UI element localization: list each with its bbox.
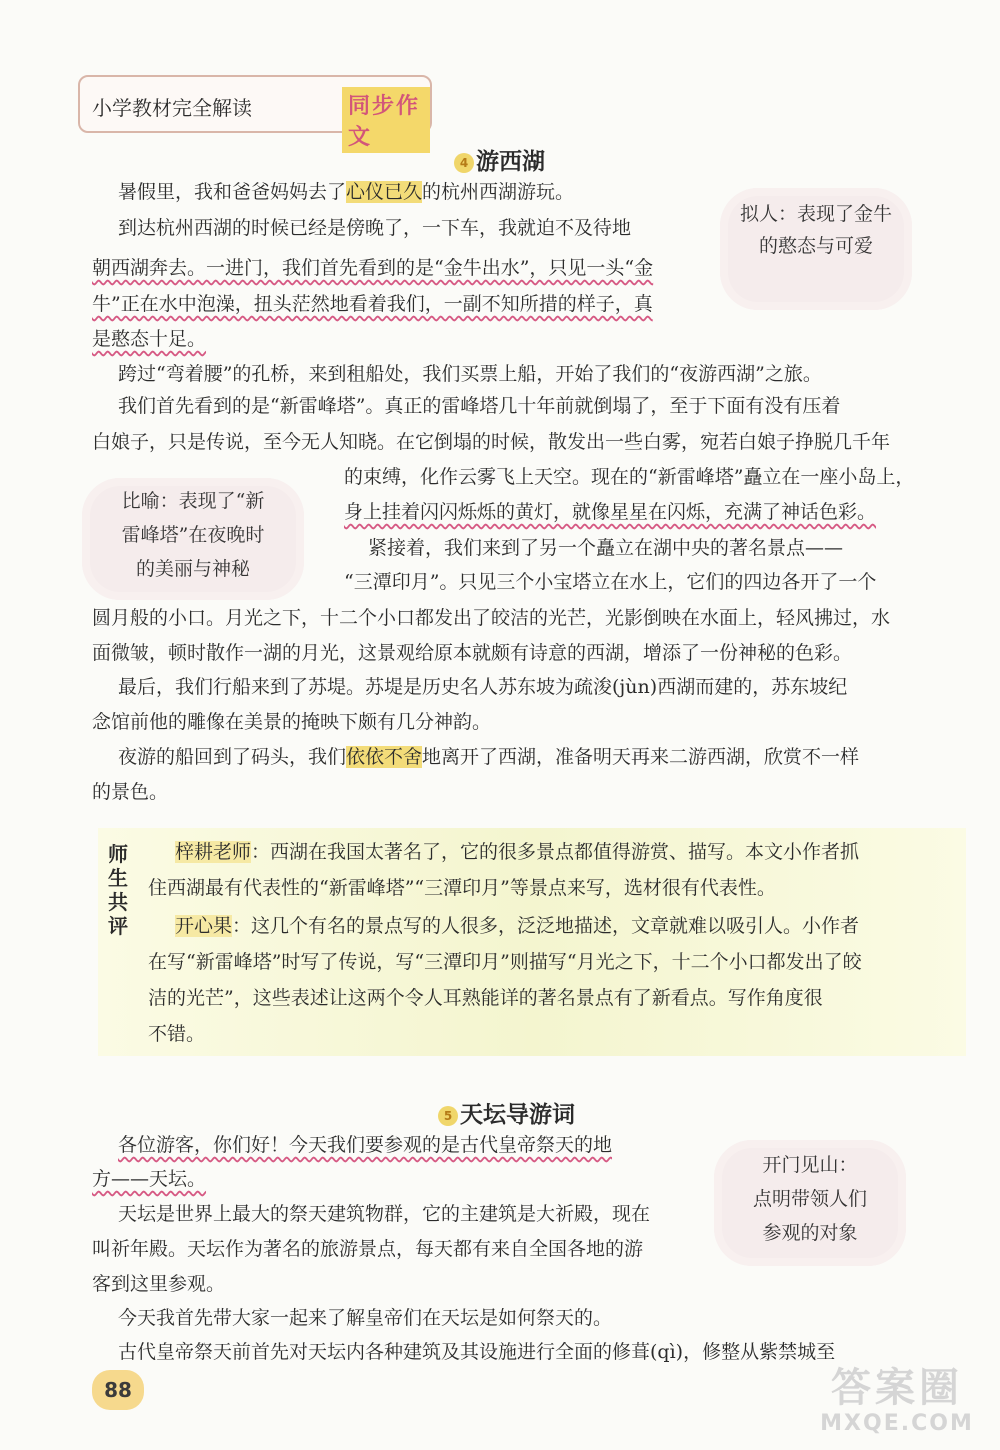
reviewer-name: 梓耕老师 <box>175 841 252 863</box>
series-brand: 同步作文 <box>342 87 430 153</box>
annotation-bubble: 开门见山： 点明带领人们 参观的对象 <box>714 1140 906 1266</box>
paragraph-line: 到达杭州西湖的时候已经是傍晚了，一下车，我就迫不及待地 <box>118 217 632 239</box>
paragraph-line: 圆月般的小口。月光之下，十二个小口都发出了皎洁的光芒，光影倒映在水面上，轻风拂过，水 <box>92 607 891 629</box>
paragraph-line: 今天我首先带大家一起来了解皇帝们在天坛是如何祭天的。 <box>118 1307 613 1329</box>
review-line: 梓耕老师：西湖在我国太著名了，它的很多景点都值得游赏、描写。本文小作者抓 <box>175 841 860 863</box>
reviewer-name: 开心果 <box>175 915 233 937</box>
paragraph-line: 紧接着，我们来到了另一个矗立在湖中央的著名景点—— <box>368 537 844 559</box>
essay2-title-text: 天坛导游词 <box>460 1102 575 1128</box>
essay1-title <box>454 143 545 176</box>
paragraph-line: 身上挂着闪闪烁烁的黄灯，就像星星在闪烁，充满了神话色彩。 <box>344 501 877 523</box>
annotation-bubble: 拟人：表现了金牛 的憨态与可爱 <box>720 188 912 310</box>
paragraph-line: 最后，我们行船来到了苏堤。苏堤是历史名人苏东坡为疏浚(jùn)西湖而建的，苏东坡纪 <box>118 676 848 698</box>
paragraph-line: 念馆前他的雕像在美景的掩映下颇有几分神韵。 <box>92 711 492 733</box>
paragraph-line: 古代皇帝祭天前首先对天坛内各种建筑及其设施进行全面的修葺(qì)，修整从紫禁城至 <box>118 1341 836 1363</box>
book-title: 小学教材完全解读 <box>92 96 252 120</box>
paragraph-line: 白娘子，只是传说，至今无人知晓。在它倒塌的时候，散发出一些白雾，宛若白娘子挣脱几千年 <box>92 431 891 453</box>
review-line: 开心果：这几个有名的景点写的人很多，泛泛地描述，文章就难以吸引人。小作者 <box>175 915 860 937</box>
section-number-icon: 4 <box>454 153 474 173</box>
essay2-title <box>438 1096 575 1129</box>
review-line: 住西湖最有代表性的“新雷峰塔”“三潭印月”等景点来写，选材很有代表性。 <box>148 877 776 899</box>
book-header <box>78 75 432 150</box>
paragraph-line: 客到这里参观。 <box>92 1273 226 1295</box>
review-line: 在写“新雷峰塔”时写了传说，写“三潭印月”则描写“月光之下，十二个小口都发出了皎 <box>148 951 862 973</box>
paragraph-line: 叫祈年殿。天坛作为著名的旅游景点，每天都有来自全国各地的游 <box>92 1238 644 1260</box>
site-watermark: 答案圈 MXQE.COM <box>820 1365 974 1436</box>
paragraph-line: 是憨态十足。 <box>92 328 207 350</box>
highlighted-word: 依依不舍 <box>346 746 423 768</box>
paragraph-line: 跨过“弯着腰”的孔桥，来到租船处，我们买票上船，开始了我们的“夜游西湖”之旅。 <box>118 363 822 385</box>
paragraph-line: 我们首先看到的是“新雷峰塔”。真正的雷峰塔几十年前就倒塌了，至于下面有没有压着 <box>118 395 841 417</box>
paragraph-line: 夜游的船回到了码头，我们依依不舍地离开了西湖，准备明天再来二游西湖，欣赏不一样 <box>118 746 860 768</box>
highlighted-word: 心仪已久 <box>346 181 423 203</box>
annotation-bubble: 比喻：表现了“新 雷峰塔”在夜晚时 的美丽与神秘 <box>82 478 304 600</box>
page-number: 88 <box>92 1370 144 1410</box>
paragraph-line: 牛”正在水中泡澡，扭头茫然地看着我们，一副不知所措的样子，真 <box>92 293 653 315</box>
paragraph-line: 的景色。 <box>92 781 169 803</box>
essay1-title-text: 游西湖 <box>476 149 545 175</box>
paragraph-line: 的束缚，化作云雾飞上天空。现在的“新雷峰塔”矗立在一座小岛上， <box>344 466 915 488</box>
section-number-icon: 5 <box>438 1106 458 1126</box>
paragraph-line: 面微皱，顿时散作一湖的月光，这景观给原本就颇有诗意的西湖，增添了一份神秘的色彩。 <box>92 642 853 664</box>
paragraph-line: 方——天坛。 <box>92 1168 207 1190</box>
paragraph-line: 朝西湖奔去。一进门，我们首先看到的是“金牛出水”，只见一头“金 <box>92 257 654 279</box>
review-label: 师 生 共 评 <box>108 842 128 938</box>
paragraph-line: 天坛是世界上最大的祭天建筑物群，它的主建筑是大祈殿，现在 <box>118 1203 651 1225</box>
paragraph-line: “三潭印月”。只见三个小宝塔立在水上，它们的四边各开了一个 <box>344 571 877 593</box>
paragraph-line: 暑假里，我和爸爸妈妈去了心仪已久的杭州西湖游玩。 <box>118 181 575 203</box>
review-line: 洁的光芒”，这些表述让这两个令人耳熟能详的著名景点有了新看点。写作角度很 <box>148 987 823 1009</box>
review-line: 不错。 <box>148 1023 206 1045</box>
paragraph-line: 各位游客，你们好！今天我们要参观的是古代皇帝祭天的地 <box>118 1134 613 1156</box>
